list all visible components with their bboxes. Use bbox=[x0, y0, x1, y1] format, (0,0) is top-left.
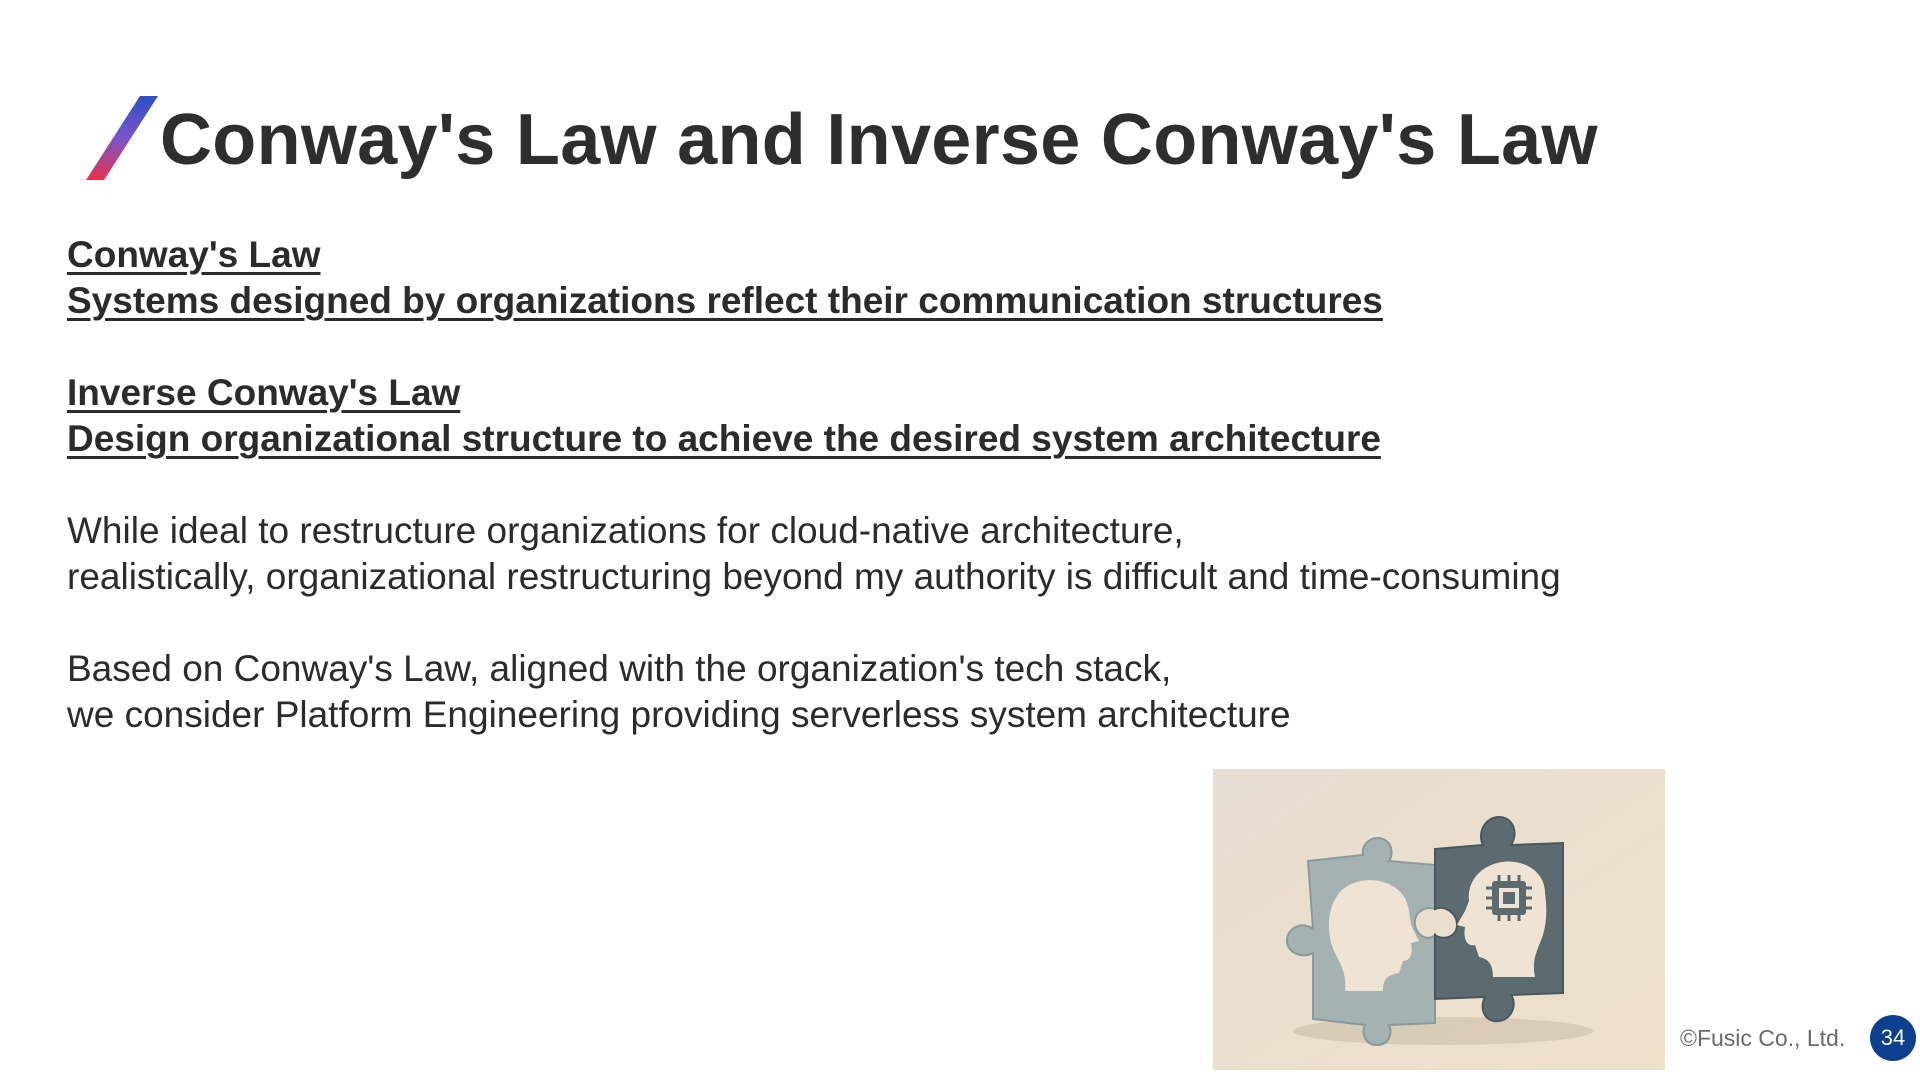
page-number-badge: 34 bbox=[1870, 1015, 1916, 1061]
conway-law-definition: Systems designed by organizations reflect their communication structures bbox=[67, 280, 1383, 321]
paragraph-2-line-1: Based on Conway's Law, aligned with the organization's tech stack, bbox=[67, 648, 1172, 689]
inverse-conway-law-definition: Design organizational structure to achieve the desired system architecture bbox=[67, 418, 1381, 459]
paragraph-2-line-2: we consider Platform Engineering providing serverless system architecture bbox=[67, 694, 1291, 735]
conway-law-heading: Conway's Law bbox=[67, 234, 321, 275]
inverse-conway-law-heading: Inverse Conway's Law bbox=[67, 372, 461, 413]
puzzle-head-chip-icon bbox=[1213, 769, 1665, 1070]
title-accent-slash-icon bbox=[86, 94, 158, 182]
slide-title: Conway's Law and Inverse Conway's Law bbox=[160, 100, 1598, 180]
copyright-text: ©Fusic Co., Ltd. bbox=[1680, 1025, 1846, 1051]
paragraph-1-line-2: realistically, organizational restructuring beyond my authority is difficult and time-consuming bbox=[67, 556, 1561, 597]
paragraph-1-line-1: While ideal to restructure organizations for cloud-native architecture, bbox=[67, 510, 1184, 551]
slide-body bbox=[67, 232, 1667, 738]
